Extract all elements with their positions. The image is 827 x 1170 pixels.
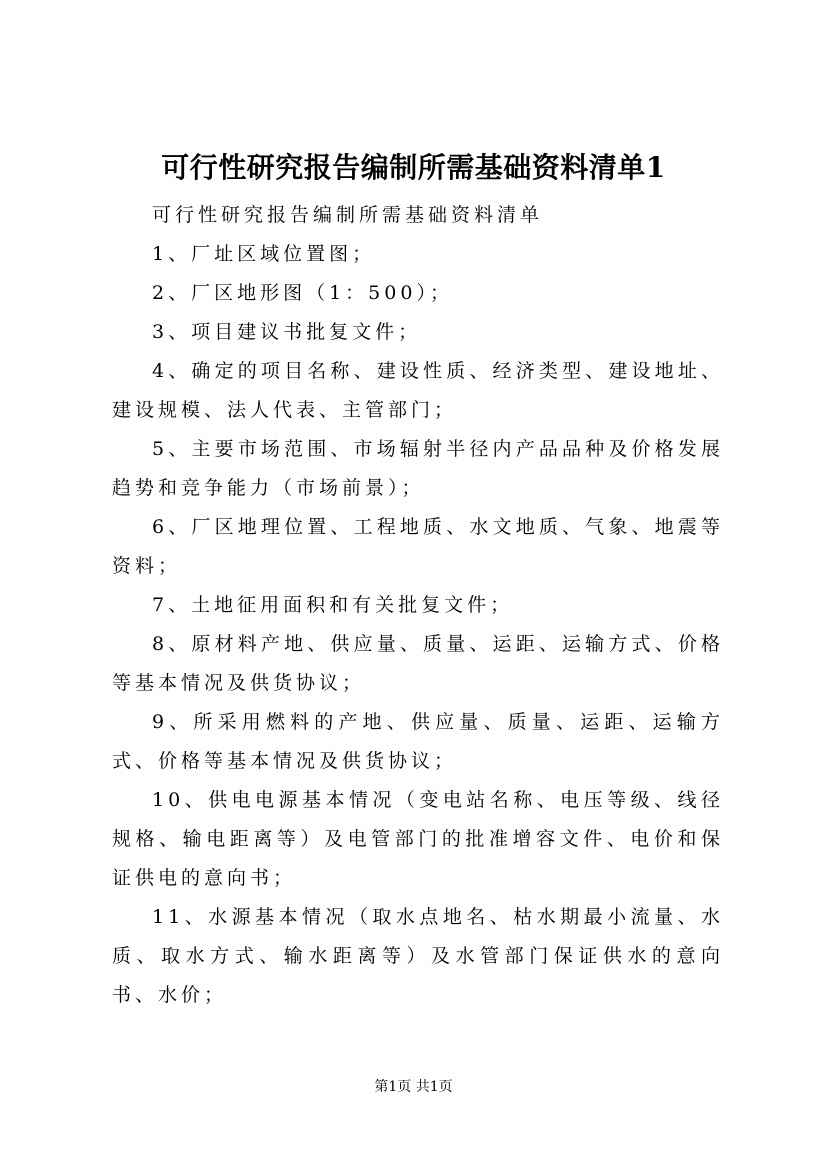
list-item-5: 5、主要市场范围、市场辐射半径内产品品种及价格发展趋势和竞争能力（市场前景）； [112,438,724,499]
list-item-11: 11、水源基本情况（取水点地名、枯水期最小流量、水质、取水方式、输水距离等）及水管部门保证供水的意向书、水价； [112,906,724,1006]
list-item-9: 9、所采用燃料的产地、供应量、质量、运距、运输方式、价格等基本情况及供货协议； [112,711,724,772]
list-item-10: 10、供电电源基本情况（变电站名称、电压等级、线径规格、输电距离等）及电管部门的批准增容文件、电价和保证供电的意向书； [112,789,724,889]
list-item-2: 2、厂区地形图（1：500）； [152,282,453,304]
document-title: 可行性研究报告编制所需基础资料清单1 [161,151,666,184]
document-body [112,196,724,1015]
list-item-7: 7、土地征用面积和有关批复文件； [152,594,514,616]
page-footer: 第1页 共1页 [374,1079,453,1095]
paragraph-subtitle: 可行性研究报告编制所需基础资料清单 [152,204,544,226]
list-item-8: 8、原材料产地、供应量、质量、运距、运输方式、价格等基本情况及供货协议； [112,633,724,694]
list-item-4: 4、确定的项目名称、建设性质、经济类型、建设地址、建设规模、法人代表、主管部门； [112,360,724,421]
list-item-6: 6、厂区地理位置、工程地质、水文地质、气象、地震等资料； [112,516,724,577]
list-item-1: 1、厂址区域位置图； [152,243,376,265]
list-item-3: 3、项目建议书批复文件； [152,321,422,343]
